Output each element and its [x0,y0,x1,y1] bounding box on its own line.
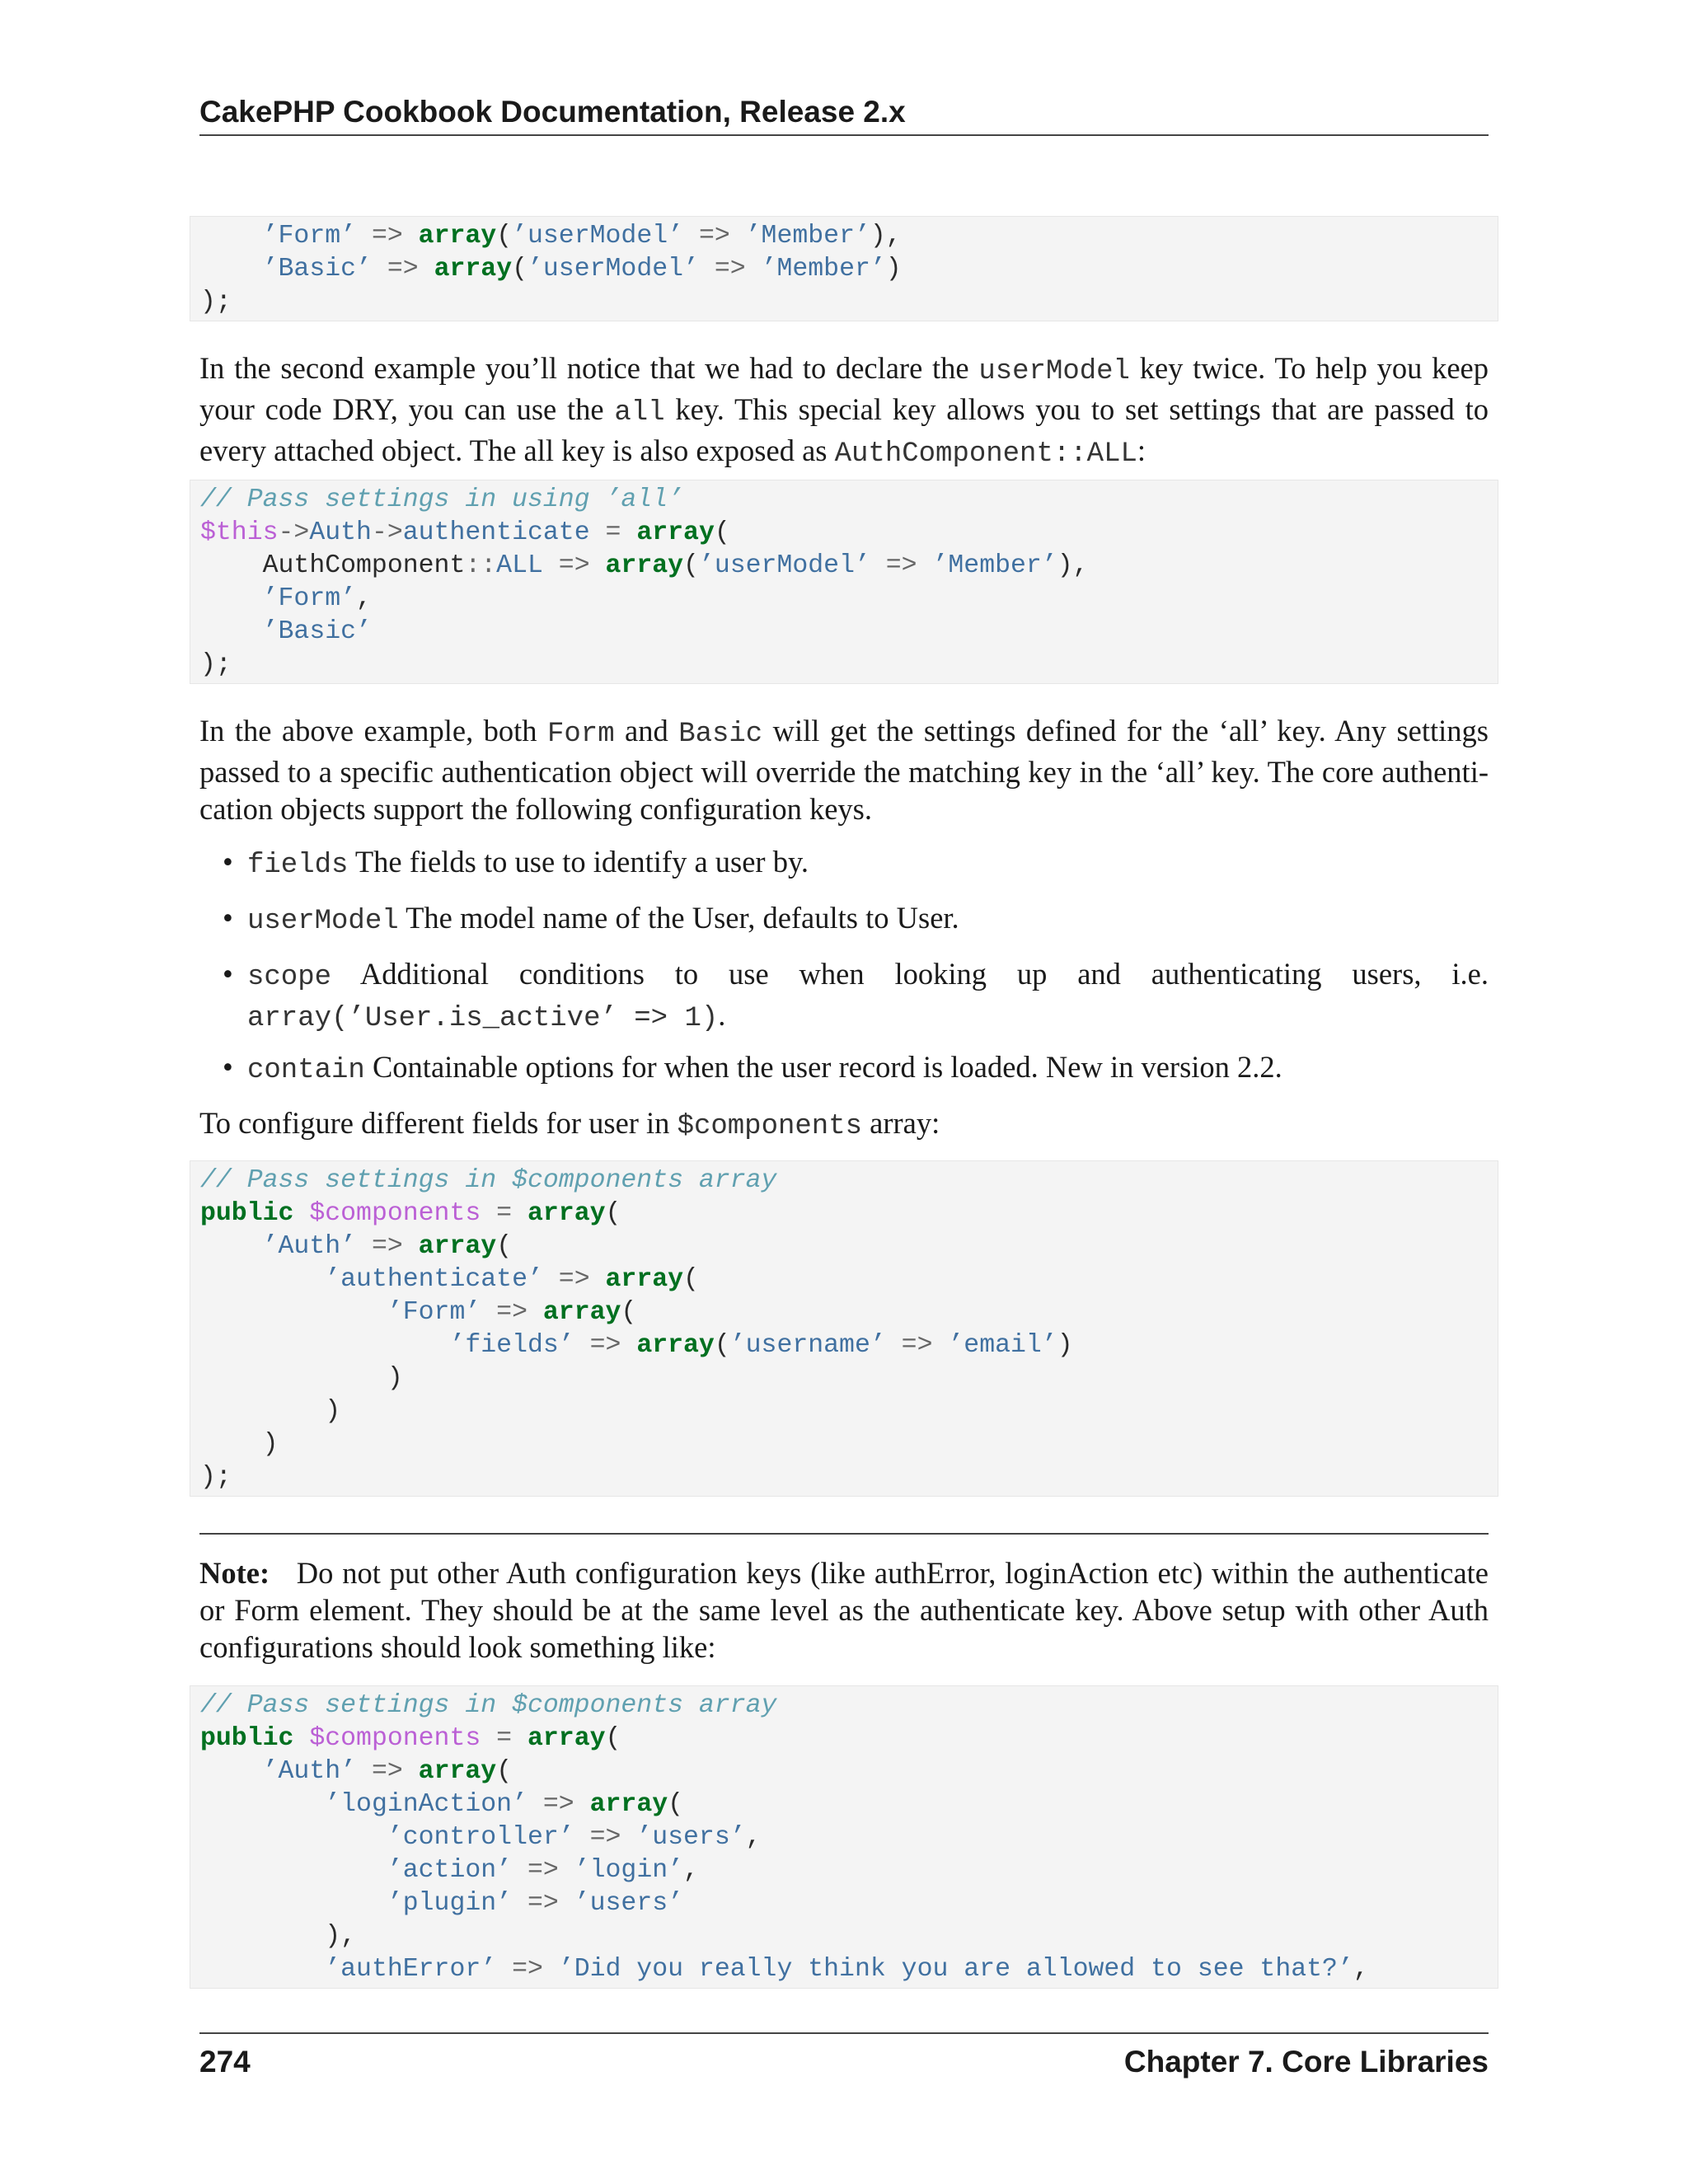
paragraph-userModel-twice [199,349,1489,473]
inline-code: fields [247,850,349,881]
code-line [200,1920,1498,1953]
code-line [200,1953,1498,1986]
text: The fields to use to identify a user by. [348,845,809,879]
code-token: ) [200,1364,403,1393]
code-token [481,1298,496,1327]
code-token [528,1790,543,1819]
code-token: = [496,1724,513,1753]
code-token [403,222,419,251]
header-rule [199,134,1489,136]
code-token: ’Did you really think you are allowed to see that?’ [558,1955,1353,1984]
code-token [481,1724,496,1753]
code-token: => [512,1955,543,1984]
code-token: ( [605,1724,621,1753]
page-number: 274 [199,2045,251,2079]
code-line [200,1329,1498,1362]
inline-code: userModel [247,906,399,937]
code-token [621,518,636,547]
code-token: ), [1057,551,1089,580]
code-token [932,1331,948,1360]
code-token [372,255,387,284]
inline-code: array(’User.is_active’ => 1) [247,1003,719,1034]
code-token: ( [512,255,528,284]
bullet: • [223,845,233,879]
footer-rule [199,2032,1489,2034]
code-line [200,286,1498,319]
code-token: ’Member’ [745,222,870,251]
running-header: CakePHP Cookbook Documentation, Release 2.x [199,95,906,129]
code-line [200,1461,1498,1494]
code-token [512,1889,528,1918]
code-token: -> [278,518,310,547]
code-token: ’Form’ [387,1298,481,1327]
text: key twice. To help you keep your code DRY, you can use the [199,351,1489,426]
code-token: => [542,1790,574,1819]
code-token: = [605,518,621,547]
code-line [200,1395,1498,1428]
code-token: array [434,255,513,284]
code-token: ( [605,1199,621,1228]
code-token: ’authError’ [325,1955,497,1984]
inline-code: all [614,397,665,429]
code-token: ( [714,518,730,547]
note-rule [199,1533,1489,1535]
note-label: Note: [199,1556,270,1590]
code-token: authenticate [402,518,590,547]
code-token: ’Form’ [262,222,357,251]
bullet: • [223,957,233,991]
code-line [200,220,1498,253]
code-line [200,583,1498,616]
code-token: ( [496,1232,513,1261]
code-token [200,1757,263,1786]
code-token: ’users’ [636,1823,746,1852]
code-line [200,1821,1498,1854]
code-token [200,617,263,646]
code-token [574,1790,590,1819]
code-token [730,222,746,251]
code-token: ’plugin’ [387,1889,513,1918]
text: In the above example, both [199,714,547,748]
paragraph-components [199,1104,1489,1146]
code-token: Auth [309,518,372,547]
code-token: array [636,1331,715,1360]
inline-code: scope [247,962,332,993]
code-token: public [200,1724,294,1753]
code-token: , [745,1823,762,1852]
inline-code: Basic [678,719,763,750]
text: In the second example you’ll notice that we had to declare the [199,351,979,385]
code-line [200,1854,1498,1887]
inline-code: $components [677,1111,862,1142]
code-block-1 [190,216,1498,321]
code-line [200,1788,1498,1821]
code-line [200,616,1498,649]
code-token [200,1331,449,1360]
code-token: ’userModel’ [698,551,870,580]
code-token: => [371,1232,403,1261]
code-token [543,551,559,580]
code-token: ), [870,222,902,251]
code-line [200,253,1498,286]
code-token: ’Member’ [761,255,886,284]
text: and [614,714,679,748]
code-token [496,1955,512,1984]
code-token: ’controller’ [387,1823,574,1852]
code-token [559,1889,574,1918]
code-token [200,1889,387,1918]
code-line [200,1722,1498,1755]
code-line [200,1755,1498,1788]
code-token [200,1232,263,1261]
code-line [200,1428,1498,1461]
code-token [683,222,699,251]
code-token [590,518,606,547]
code-token: ); [200,1463,232,1492]
code-token [200,1955,325,1984]
inline-code: contain [247,1055,365,1086]
code-line [200,649,1498,682]
code-token: => [527,1889,559,1918]
list-item [223,843,1489,884]
code-token [200,1298,387,1327]
code-token: ’Basic’ [262,255,372,284]
code-token [200,1265,325,1294]
code-token: => [527,1856,559,1885]
text: . [718,998,726,1032]
code-token: ALL [496,551,543,580]
code-token [200,255,263,284]
code-token: array [418,222,497,251]
code-line [200,1263,1498,1296]
code-token: ( [496,222,513,251]
code-line [200,1197,1498,1230]
code-token: , [1353,1955,1369,1984]
code-token: ( [668,1790,684,1819]
code-token [403,1232,419,1261]
code-token [590,551,606,580]
code-token: ’Form’ [262,584,357,613]
code-line [200,1296,1498,1329]
code-token: => [714,255,746,284]
code-token [574,1331,590,1360]
code-token: AuthComponent [200,551,466,580]
code-token [293,1199,309,1228]
code-token [870,551,886,580]
code-token: ’authenticate’ [325,1265,543,1294]
code-token: => [558,551,590,580]
code-token: // Pass settings in using ’all’ [200,485,683,514]
code-token: ’Basic’ [262,617,372,646]
code-token [886,1331,902,1360]
code-token [200,1823,387,1852]
code-token [512,1856,528,1885]
code-token [699,255,715,284]
code-token: => [558,1265,590,1294]
code-token [356,1232,372,1261]
list-item [223,899,1489,940]
code-token [481,1199,496,1228]
code-token: array [527,1724,606,1753]
code-token: ’loginAction’ [325,1790,528,1819]
bullet: • [223,901,233,935]
note-admonition [199,1554,1489,1666]
code-token [528,1298,543,1327]
code-line [200,484,1498,517]
code-block-3 [190,1160,1498,1497]
text: will get the settings defined for the ‘all’ key. Any settings passed to a specific authentication object will override the matching key in the ‘all’ key. The core authenti-cation objects support the following configuration keys. [199,714,1489,826]
code-token: ), [200,1922,357,1951]
code-line [200,1362,1498,1395]
code-token: -> [371,518,403,547]
chapter-title: Chapter 7. Core Libraries [1123,2045,1489,2079]
bullet: • [223,1050,233,1084]
code-token: array [527,1199,606,1228]
code-token [917,551,933,580]
code-token [543,1265,559,1294]
inline-code: AuthComponent::ALL [834,438,1137,470]
text: key. This special key allows you to set settings that are passed to every attached object. The all key is also exposed as [199,392,1489,467]
code-line [200,1887,1498,1920]
code-token [403,1757,419,1786]
code-token: => [371,1757,403,1786]
code-line [200,1165,1498,1197]
code-token: => [698,222,730,251]
code-token [200,584,263,613]
code-token [574,1823,590,1852]
code-token [200,222,263,251]
code-token: $this [200,518,279,547]
code-token: array [636,518,715,547]
code-token: => [371,222,403,251]
code-token [293,1724,309,1753]
code-token: array [418,1232,497,1261]
text: : [1137,434,1146,467]
code-token: => [901,1331,933,1360]
code-token: $components [309,1724,481,1753]
code-token: ( [714,1331,730,1360]
code-token: = [496,1199,513,1228]
code-token [559,1856,574,1885]
paragraph-all-key [199,712,1489,827]
code-token: ( [496,1757,513,1786]
list-item [223,955,1489,1038]
code-token: => [496,1298,528,1327]
text: Containable options for when the user record is loaded. New in version 2.2. [364,1050,1282,1084]
code-line [200,1690,1498,1722]
text: The model name of the User, defaults to User. [398,901,959,935]
code-token: // Pass settings in $components array [200,1691,777,1720]
note-text: Do not put other Auth configuration keys (like authError, loginAction etc) within the authenticate or Form element. They should be at the same level as the authenticate key. Above setup with other Auth configurations should look something like: [199,1556,1489,1664]
code-token: ’Member’ [932,551,1057,580]
code-token [419,255,434,284]
text: array: [862,1106,940,1140]
code-token: ’userModel’ [512,222,684,251]
text: Additional conditions to use when looking up and authenticating users, i.e. [331,957,1489,991]
code-line [200,517,1498,550]
code-token: array [605,551,684,580]
code-token: => [589,1823,621,1852]
code-token [356,1757,372,1786]
code-token: public [200,1199,294,1228]
code-block-4 [190,1685,1498,1989]
code-token [200,1790,325,1819]
code-token [543,1955,559,1984]
code-line [200,1230,1498,1263]
code-token [590,1265,606,1294]
code-token [512,1199,528,1228]
code-token: array [418,1757,497,1786]
code-token [746,255,762,284]
code-token: array [605,1265,684,1294]
code-token: ) [885,255,902,284]
code-token: array [589,1790,668,1819]
code-token: :: [465,551,497,580]
code-token: ) [200,1397,341,1426]
code-token: , [683,1856,699,1885]
code-token: ’userModel’ [528,255,699,284]
code-token: // Pass settings in $components array [200,1166,777,1195]
code-token: => [885,551,917,580]
code-token: ) [200,1430,279,1459]
code-token: ’Auth’ [262,1232,357,1261]
code-token: ’users’ [574,1889,684,1918]
code-token: , [356,584,372,613]
code-token: ( [683,551,699,580]
code-token: => [589,1331,621,1360]
text: To configure different fields for user in [199,1106,678,1140]
code-token: => [387,255,419,284]
code-token: ); [200,650,232,679]
code-token: ’Auth’ [262,1757,357,1786]
code-line [200,550,1498,583]
code-token: ); [200,288,232,316]
code-token: ’fields’ [449,1331,574,1360]
code-token [621,1823,636,1852]
code-block-2 [190,480,1498,684]
code-token: ’username’ [729,1331,886,1360]
code-token [200,1856,387,1885]
inline-code: userModel [978,356,1130,387]
code-token [512,1724,528,1753]
code-token: ’action’ [387,1856,513,1885]
code-token: ( [621,1298,637,1327]
code-token: ’login’ [574,1856,684,1885]
code-token [621,1331,636,1360]
code-token: array [542,1298,621,1327]
code-token: ) [1057,1331,1073,1360]
list-item [223,1048,1489,1090]
code-token: ( [683,1265,699,1294]
code-token: $components [309,1199,481,1228]
code-token [356,222,372,251]
code-token: ’email’ [948,1331,1057,1360]
inline-code: Form [546,719,615,750]
